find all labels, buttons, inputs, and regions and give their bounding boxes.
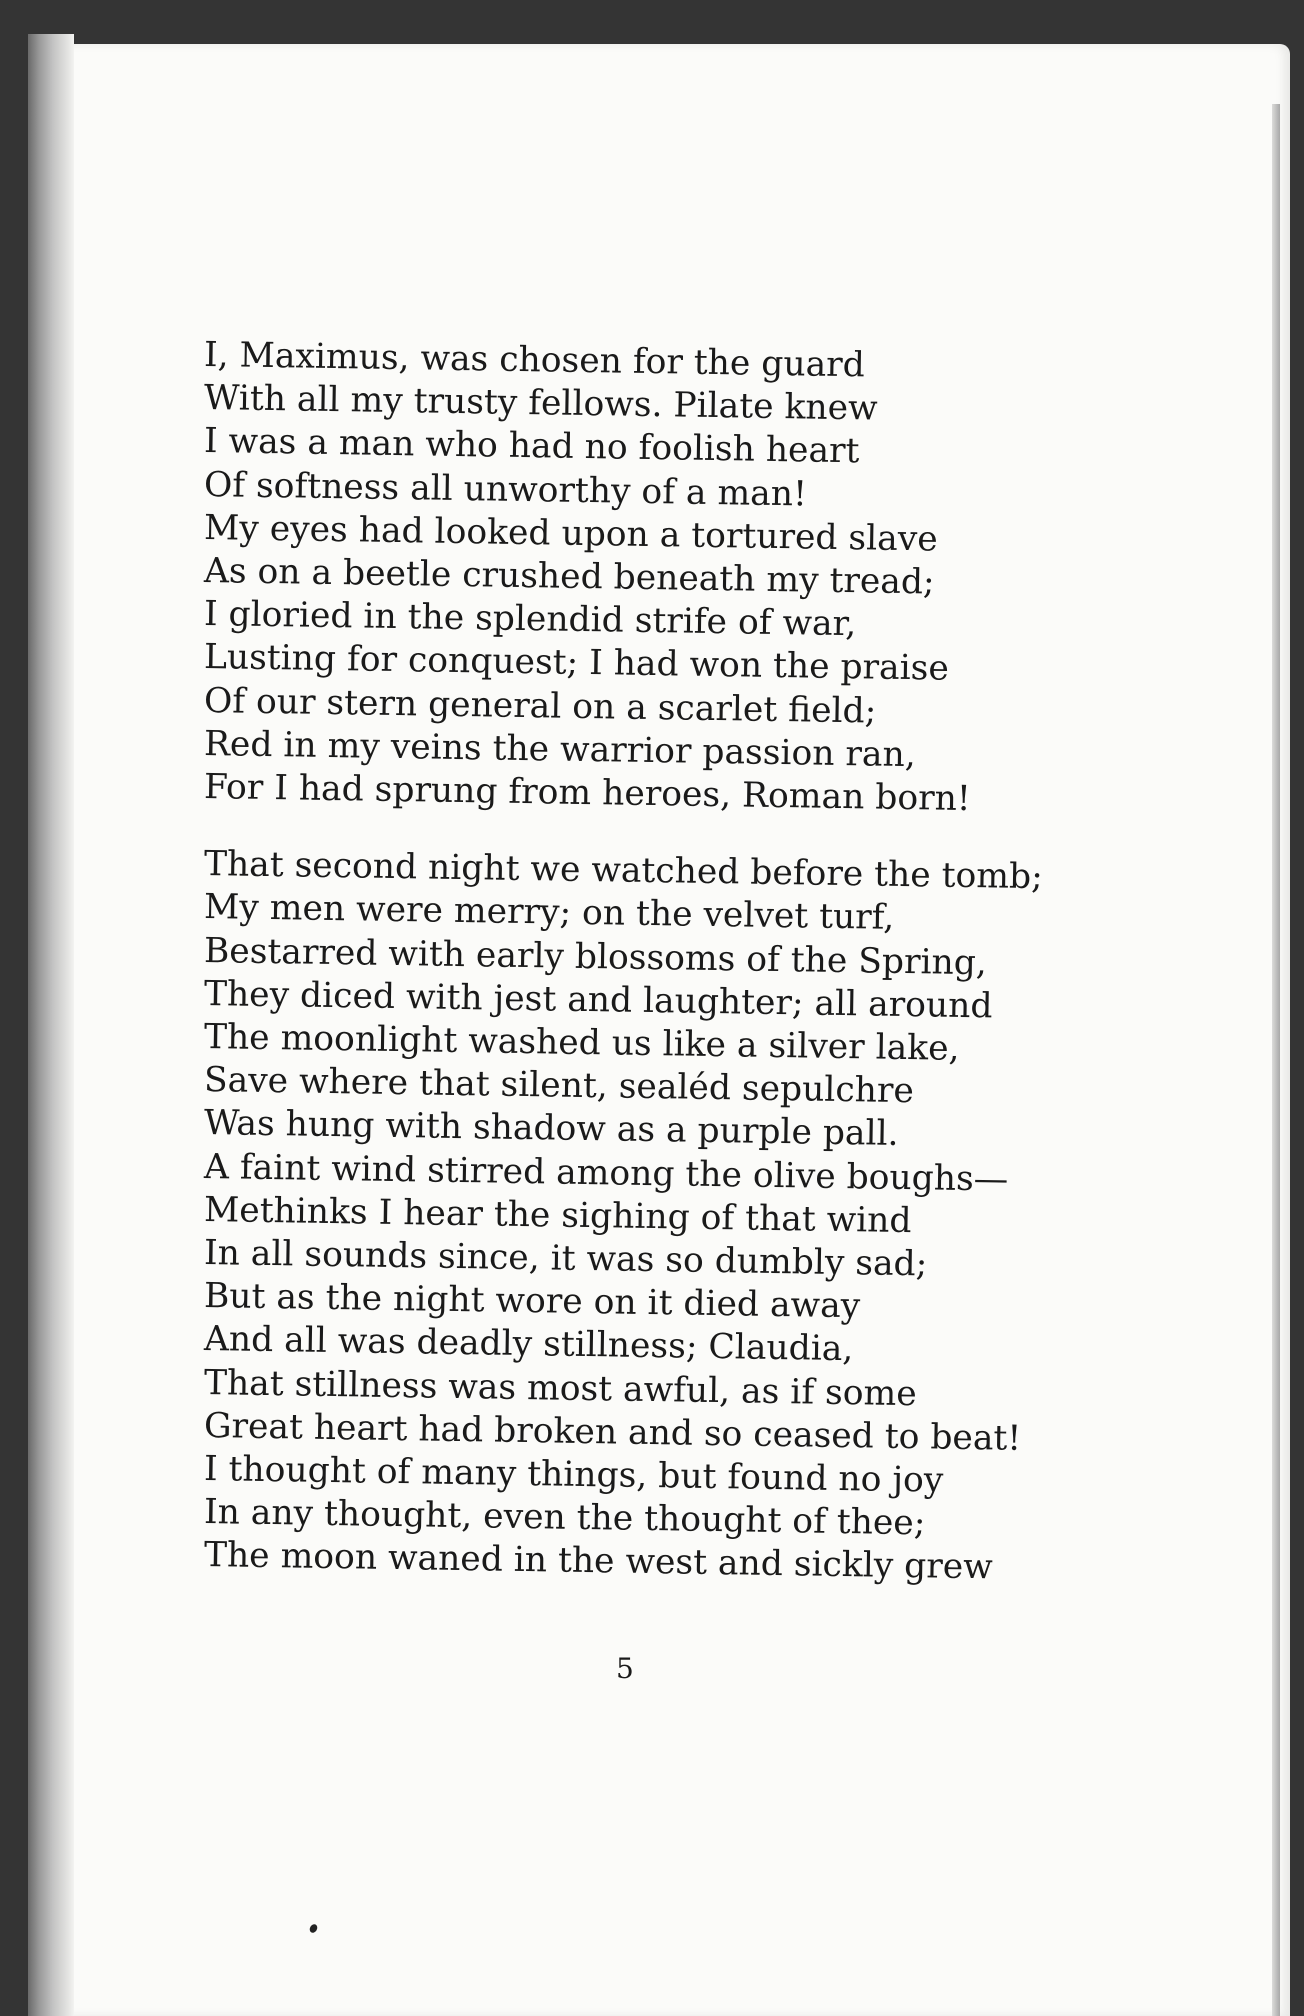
poem-line: As on a beetle crushed beneath my tread;: [203, 551, 935, 603]
poem-line: Great heart had broken and so ceased to beat!: [203, 1405, 1022, 1459]
poem-line: With all my trusty fellows. Pilate knew: [203, 378, 878, 429]
poem-line: Red in my veins the warrior passion ran,: [203, 723, 917, 776]
poem-line: That second night we watched before the tomb;: [203, 844, 1044, 898]
poem-line: Lusting for conquest; I had won the praise: [203, 637, 950, 690]
poem-line: The moonlight washed us like a silver lake,: [203, 1017, 960, 1069]
poem-line: But as the night wore on it died away: [203, 1276, 861, 1327]
page-edge: [1272, 104, 1280, 2016]
poem-line: I was a man who had no foolish heart: [203, 421, 860, 472]
poem-line: I gloried in the splendid strife of war,: [203, 594, 857, 645]
poem-line: In all sounds since, it was so dumbly sad;: [203, 1233, 928, 1285]
poem-line: That stillness was most awful, as if some: [203, 1362, 918, 1414]
poem-line: Was hung with shadow as a purple pall.: [203, 1103, 899, 1155]
poem-text: [203, 334, 1144, 1588]
poem-line: Methinks I hear the sighing of that wind: [203, 1189, 912, 1241]
page-number: 5: [616, 1652, 634, 1685]
poem-line: Of our stern general on a scarlet field;: [203, 680, 877, 732]
ink-speck: [308, 1923, 319, 1934]
poem-line: The moon waned in the west and sickly grew: [203, 1535, 994, 1588]
poem-line: Save where that silent, sealéd sepulchre: [203, 1060, 915, 1112]
book-gutter: [28, 34, 74, 2016]
poem-line: For I had sprung from heroes, Roman born!: [203, 767, 972, 820]
poem-line: Bestarred with early blossoms of the Spring,: [203, 930, 988, 983]
poem-line: A faint wind stirred among the olive boughs—: [203, 1146, 1009, 1200]
poem-line: My eyes had looked upon a tortured slave: [203, 507, 938, 560]
stanza-2: [203, 843, 1144, 1588]
poem-line: In any thought, even the thought of thee;: [203, 1492, 926, 1544]
poem-line: Of softness all unworthy of a man!: [203, 464, 808, 515]
poem-line: They diced with jest and laughter; all around: [203, 973, 993, 1027]
poem-line: My men were merry; on the velvet turf,: [203, 887, 895, 939]
poem-line: I thought of many things, but found no joy: [203, 1449, 944, 1501]
poem-line: And all was deadly stillness; Claudia,: [203, 1319, 854, 1370]
poem-line: I, Maximus, was chosen for the guard: [203, 335, 866, 386]
book-page: [44, 44, 1290, 2016]
stanza-1: [203, 334, 1144, 820]
